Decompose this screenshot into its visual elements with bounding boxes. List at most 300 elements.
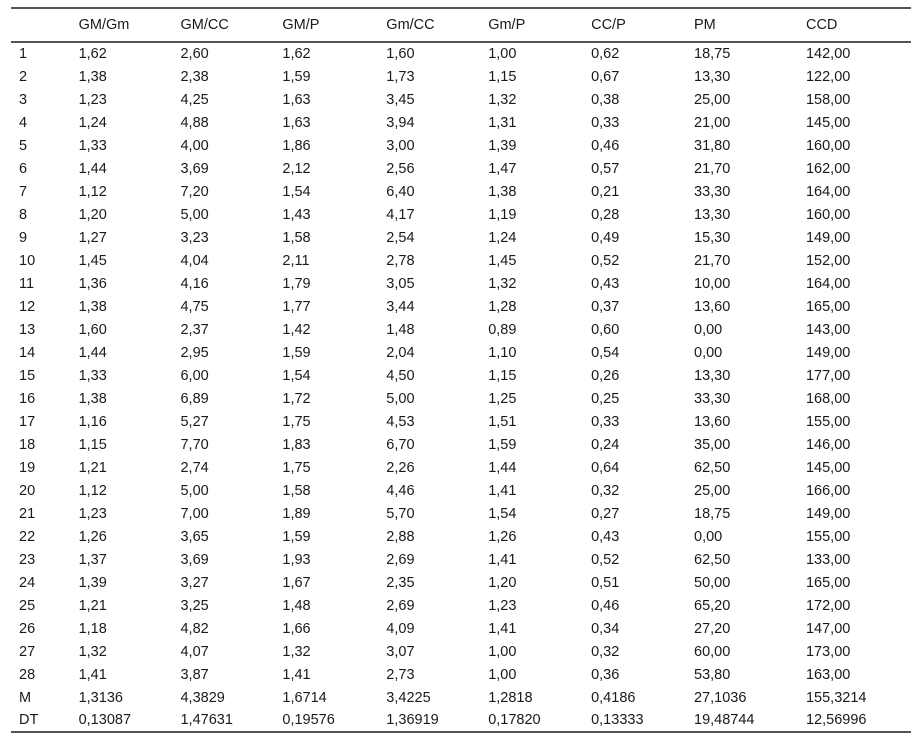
table-cell: 1,93 — [282, 551, 311, 568]
table-cell: 1,27 — [78, 229, 107, 246]
table-body — [11, 42, 911, 732]
table-cell: 4,25 — [180, 91, 209, 108]
table-row — [11, 410, 911, 433]
table-cell: 18,75 — [694, 505, 731, 522]
table-row — [11, 502, 911, 525]
table-cell: 0,62 — [591, 46, 620, 62]
table-cell: 0,52 — [591, 551, 620, 568]
table-cell: 1,38 — [78, 390, 107, 407]
table-cell: 1,20 — [488, 574, 517, 591]
table-cell: 1,19 — [488, 206, 517, 223]
table-cell: 1,66 — [282, 620, 311, 637]
table-cell: 2,12 — [282, 160, 311, 177]
table-cell: 0,17820 — [488, 709, 591, 732]
table-row — [11, 663, 911, 686]
table-cell: 1,62 — [78, 46, 107, 62]
table-cell: 21,70 — [694, 252, 731, 269]
table-cell: 0,13333 — [591, 709, 694, 732]
table-cell: 1,42 — [282, 321, 311, 338]
table-cell: 133,00 — [805, 551, 851, 568]
table-cell: 1,23 — [78, 505, 107, 522]
table-row — [11, 180, 911, 203]
table-cell: 27,20 — [694, 620, 731, 637]
header-cell-pm: PM — [694, 8, 806, 42]
table-cell: 147,00 — [805, 620, 851, 637]
table-row — [11, 249, 911, 272]
table-cell: 3,69 — [180, 551, 209, 568]
table-cell: 155,3214 — [805, 689, 867, 706]
table-cell: 163,00 — [805, 666, 851, 683]
header-cell-gm-p: GM/P — [282, 8, 386, 42]
table-cell: 4,82 — [180, 620, 209, 637]
table-row — [11, 42, 911, 65]
table-cell: 165,00 — [805, 574, 851, 591]
table-cell: 152,00 — [805, 252, 851, 269]
table-row — [11, 617, 911, 640]
row-label-cell: 27 — [19, 643, 36, 660]
row-label-cell: 10 — [19, 252, 36, 269]
table-cell: 164,00 — [805, 183, 851, 200]
table-cell: 3,4225 — [386, 689, 431, 706]
table-row — [11, 88, 911, 111]
table-cell: 164,00 — [805, 275, 851, 292]
row-label-cell: 6 — [19, 160, 28, 177]
table-cell: 4,00 — [180, 137, 209, 154]
table-cell: 27,1036 — [694, 689, 747, 706]
table-cell: 0,89 — [488, 321, 517, 338]
header-cell-gm-p: Gm/P — [488, 8, 591, 42]
row-label-cell: 28 — [19, 666, 36, 683]
table-cell: 4,17 — [386, 206, 415, 223]
table-cell: 1,21 — [78, 597, 107, 614]
table-cell: 1,83 — [282, 436, 311, 453]
table-cell: 6,00 — [180, 367, 209, 384]
table-cell: 2,69 — [386, 597, 415, 614]
table-row — [11, 548, 911, 571]
table-cell: 33,30 — [694, 390, 731, 407]
table-cell: 53,80 — [694, 666, 731, 683]
table-cell: 1,38 — [78, 298, 107, 315]
table-cell: 1,47631 — [180, 709, 282, 732]
table-cell: 0,51 — [591, 574, 620, 591]
table-cell: 0,33 — [591, 114, 620, 131]
row-label-cell: 8 — [19, 206, 28, 223]
table-cell: 160,00 — [805, 137, 851, 154]
table-cell: 1,59 — [488, 436, 517, 453]
table-cell: 12,56996 — [806, 709, 911, 732]
table-cell: 1,44 — [78, 344, 107, 361]
table-row — [11, 272, 911, 295]
row-label-cell: 19 — [19, 459, 36, 476]
table-cell: 155,00 — [805, 413, 851, 430]
table-cell: 1,48 — [282, 597, 311, 614]
table-cell: 1,2818 — [488, 689, 533, 706]
table-cell: 1,32 — [488, 91, 517, 108]
table-cell: 1,00 — [488, 666, 517, 683]
table-cell: 3,23 — [180, 229, 209, 246]
table-cell: 0,33 — [591, 413, 620, 430]
table-cell: 1,38 — [78, 68, 107, 85]
table-cell: 0,52 — [591, 252, 620, 269]
table-cell: 165,00 — [805, 298, 851, 315]
table-cell: 1,26 — [488, 528, 517, 545]
table-cell: 1,54 — [488, 505, 517, 522]
row-label-cell: 25 — [19, 597, 36, 614]
table-cell: 1,32 — [488, 275, 517, 292]
table-row — [11, 571, 911, 594]
table-cell: 31,80 — [694, 137, 731, 154]
table-cell: 1,63 — [282, 114, 311, 131]
table-cell: 0,37 — [591, 298, 620, 315]
table-cell: 1,48 — [386, 321, 415, 338]
table-cell: 177,00 — [805, 367, 851, 384]
table-cell: 3,00 — [386, 137, 415, 154]
table-cell: 5,70 — [386, 505, 415, 522]
table-cell: 1,41 — [78, 666, 107, 683]
table-cell: 1,89 — [282, 505, 311, 522]
table-cell: 0,27 — [591, 505, 620, 522]
table-cell: 3,05 — [386, 275, 415, 292]
row-label-cell: 17 — [19, 413, 36, 430]
table-cell: 4,04 — [180, 252, 209, 269]
table-cell: 2,69 — [386, 551, 415, 568]
table-cell: 0,32 — [591, 482, 620, 499]
table-cell: 0,38 — [591, 91, 620, 108]
table-row — [11, 157, 911, 180]
table-cell: 1,86 — [282, 137, 311, 154]
row-label-cell: 1 — [19, 46, 28, 62]
table-cell: 7,20 — [180, 183, 209, 200]
row-label-cell: 5 — [19, 137, 28, 154]
table-cell: 13,60 — [694, 298, 731, 315]
header-row — [11, 8, 911, 42]
table-cell: 0,36 — [591, 666, 620, 683]
table-cell: 13,60 — [694, 413, 731, 430]
table-cell: 0,43 — [591, 528, 620, 545]
table-cell: 1,15 — [488, 367, 517, 384]
table-cell: 146,00 — [805, 436, 851, 453]
table-cell: 1,32 — [78, 643, 107, 660]
table-cell: 25,00 — [694, 91, 731, 108]
table-cell: 4,07 — [180, 643, 209, 660]
table-row — [11, 433, 911, 456]
table-cell: 2,88 — [386, 528, 415, 545]
row-label-cell: 21 — [19, 505, 36, 522]
table-cell: 2,95 — [180, 344, 209, 361]
table-row — [11, 640, 911, 663]
table-cell: 0,32 — [591, 643, 620, 660]
table-cell: 1,36919 — [386, 709, 488, 732]
row-label-cell: 18 — [19, 436, 36, 453]
table-cell: 2,35 — [386, 574, 415, 591]
table-cell: 1,3136 — [78, 689, 123, 706]
row-label-cell: 14 — [19, 344, 36, 361]
table-cell: 1,75 — [282, 459, 311, 476]
table-cell: 3,94 — [386, 114, 415, 131]
table-cell: 3,69 — [180, 160, 209, 177]
table-row — [11, 111, 911, 134]
table-cell: 2,78 — [386, 252, 415, 269]
row-label-cell: 15 — [19, 367, 36, 384]
table-cell: 3,25 — [180, 597, 209, 614]
table-row — [11, 525, 911, 548]
table-cell: 4,75 — [180, 298, 209, 315]
table-cell: 13,30 — [694, 68, 731, 85]
table-cell: 2,60 — [180, 46, 209, 62]
table-cell: 2,54 — [386, 229, 415, 246]
table-cell: 3,45 — [386, 91, 415, 108]
table-cell: 1,60 — [78, 321, 107, 338]
table-cell: 0,00 — [694, 344, 723, 361]
table-cell: 5,27 — [180, 413, 209, 430]
table-cell: 1,25 — [488, 390, 517, 407]
row-label-cell: 12 — [19, 298, 36, 315]
data-table-container — [11, 7, 911, 733]
table-cell: 2,38 — [180, 68, 209, 85]
table-cell: 1,54 — [282, 367, 311, 384]
table-cell: 1,15 — [78, 436, 107, 453]
table-cell: 1,23 — [78, 91, 107, 108]
table-cell: 1,43 — [282, 206, 311, 223]
table-cell: 143,00 — [805, 321, 851, 338]
table-cell: 1,58 — [282, 229, 311, 246]
table-cell: 1,47 — [488, 160, 517, 177]
row-label-cell: 26 — [19, 620, 36, 637]
table-row — [11, 318, 911, 341]
table-cell: 0,28 — [591, 206, 620, 223]
table-cell: 33,30 — [694, 183, 731, 200]
table-cell: 0,49 — [591, 229, 620, 246]
table-cell: 149,00 — [805, 344, 851, 361]
table-cell: 60,00 — [694, 643, 731, 660]
table-cell: 162,00 — [805, 160, 851, 177]
table-row — [11, 134, 911, 157]
table-cell: 145,00 — [805, 114, 851, 131]
table-cell: 2,11 — [282, 252, 310, 269]
table-row — [11, 203, 911, 226]
table-cell: 15,30 — [694, 229, 731, 246]
table-cell: 1,24 — [78, 114, 107, 131]
table-cell: 1,41 — [282, 666, 311, 683]
table-cell: 0,54 — [591, 344, 620, 361]
data-table — [11, 7, 911, 733]
table-cell: 149,00 — [805, 505, 851, 522]
table-cell: 1,21 — [78, 459, 107, 476]
table-cell: 3,65 — [180, 528, 209, 545]
table-row — [11, 341, 911, 364]
table-cell: 1,62 — [282, 46, 311, 62]
table-cell: 1,59 — [282, 528, 311, 545]
header-cell-gm-cc: Gm/CC — [386, 8, 488, 42]
table-cell: 1,45 — [488, 252, 517, 269]
table-cell: 2,56 — [386, 160, 415, 177]
table-cell: 6,89 — [180, 390, 209, 407]
table-cell: 1,23 — [488, 597, 517, 614]
table-cell: 1,37 — [78, 551, 107, 568]
table-cell: 1,44 — [78, 160, 107, 177]
table-cell: 158,00 — [805, 91, 851, 108]
table-cell: 173,00 — [805, 643, 851, 660]
table-cell: 1,16 — [78, 413, 107, 430]
table-cell: 142,00 — [805, 46, 851, 62]
table-cell: 0,46 — [591, 137, 620, 154]
table-cell: 0,43 — [591, 275, 620, 292]
header-cell-gm-cc: GM/CC — [180, 8, 282, 42]
table-cell: 4,09 — [386, 620, 415, 637]
row-label-cell: 11 — [19, 275, 35, 292]
row-label-cell: 3 — [19, 91, 28, 108]
table-cell: 149,00 — [805, 229, 851, 246]
table-cell: 6,70 — [386, 436, 415, 453]
table-cell: 21,70 — [694, 160, 731, 177]
table-cell: 1,39 — [78, 574, 107, 591]
table-cell: 62,50 — [694, 551, 731, 568]
table-row — [11, 387, 911, 410]
table-cell: 35,00 — [694, 436, 731, 453]
table-cell: 25,00 — [694, 482, 731, 499]
table-cell: 1,79 — [282, 275, 311, 292]
table-cell: 1,60 — [386, 46, 415, 62]
table-cell: 4,50 — [386, 367, 415, 384]
table-cell: 0,19576 — [282, 709, 386, 732]
header-cell-cc-p: CC/P — [591, 8, 694, 42]
header-cell-ccd: CCD — [806, 8, 911, 42]
table-cell: 5,00 — [180, 482, 209, 499]
row-label-cell: 16 — [19, 390, 36, 407]
table-row — [11, 709, 911, 732]
row-label-cell: 4 — [19, 114, 28, 131]
table-cell: 6,40 — [386, 183, 415, 200]
row-label-cell: 20 — [19, 482, 36, 499]
table-cell: 145,00 — [805, 459, 851, 476]
table-cell: 1,00 — [488, 46, 517, 62]
table-cell: 1,15 — [488, 68, 517, 85]
table-cell: 1,72 — [282, 390, 311, 407]
table-cell: 4,3829 — [180, 689, 225, 706]
table-cell: 65,20 — [694, 597, 731, 614]
table-cell: 172,00 — [805, 597, 851, 614]
table-cell: 19,48744 — [694, 709, 806, 732]
table-cell: 122,00 — [805, 68, 851, 85]
table-cell: 13,30 — [694, 367, 731, 384]
table-cell: 1,38 — [488, 183, 517, 200]
table-row — [11, 456, 911, 479]
table-cell: 1,31 — [488, 114, 517, 131]
table-cell: 18,75 — [694, 46, 731, 62]
table-cell: 2,26 — [386, 459, 415, 476]
table-cell: 0,24 — [591, 436, 620, 453]
table-cell: 62,50 — [694, 459, 731, 476]
table-cell: 1,59 — [282, 344, 311, 361]
table-cell: 21,00 — [694, 114, 731, 131]
table-cell: 1,73 — [386, 68, 415, 85]
table-cell: 1,00 — [488, 643, 517, 660]
table-cell: 10,00 — [694, 275, 731, 292]
table-cell: 4,16 — [180, 275, 209, 292]
table-cell: 1,24 — [488, 229, 517, 246]
table-header — [11, 8, 911, 42]
table-cell: 1,45 — [78, 252, 107, 269]
table-cell: 3,27 — [180, 574, 209, 591]
table-cell: 0,34 — [591, 620, 620, 637]
table-cell: 0,25 — [591, 390, 620, 407]
table-cell: 0,00 — [694, 528, 723, 545]
table-cell: 4,46 — [386, 482, 415, 499]
table-cell: 1,75 — [282, 413, 311, 430]
table-cell: 4,53 — [386, 413, 415, 430]
table-cell: 1,33 — [78, 137, 107, 154]
table-cell: 160,00 — [805, 206, 851, 223]
table-row — [11, 594, 911, 617]
table-cell: 1,63 — [282, 91, 311, 108]
table-cell: 1,33 — [78, 367, 107, 384]
table-cell: 0,4186 — [591, 689, 636, 706]
table-cell: 2,74 — [180, 459, 209, 476]
row-label-cell: 24 — [19, 574, 36, 591]
table-row — [11, 364, 911, 387]
table-cell: 1,12 — [78, 482, 107, 499]
table-cell: 50,00 — [694, 574, 731, 591]
table-cell: 0,57 — [591, 160, 620, 177]
table-cell: 0,21 — [591, 183, 620, 200]
table-cell: 1,41 — [488, 482, 517, 499]
table-cell: 1,20 — [78, 206, 107, 223]
row-label-cell: 2 — [19, 68, 28, 85]
table-cell: 0,67 — [591, 68, 620, 85]
table-row — [11, 479, 911, 502]
table-cell: 168,00 — [805, 390, 851, 407]
table-cell: 1,12 — [78, 183, 107, 200]
table-row — [11, 295, 911, 318]
header-cell-gm-gm: GM/Gm — [79, 8, 181, 42]
table-cell: 1,41 — [488, 620, 517, 637]
table-cell: 2,37 — [180, 321, 209, 338]
row-label-cell: M — [19, 689, 32, 706]
row-label-cell: 7 — [19, 183, 28, 200]
table-cell: 2,04 — [386, 344, 415, 361]
table-cell: 1,51 — [488, 413, 517, 430]
table-cell: 3,87 — [180, 666, 209, 683]
table-cell: 0,26 — [591, 367, 620, 384]
table-cell: 1,6714 — [282, 689, 327, 706]
table-cell: 1,67 — [282, 574, 311, 591]
table-row — [11, 65, 911, 88]
table-cell: 2,73 — [386, 666, 415, 683]
row-label-cell: 13 — [19, 321, 36, 338]
table-cell: 3,07 — [386, 643, 415, 660]
header-cell-row-label — [11, 8, 79, 42]
table-cell: 1,44 — [488, 459, 517, 476]
table-cell: 1,39 — [488, 137, 517, 154]
table-cell: 1,32 — [282, 643, 311, 660]
table-cell: 1,41 — [488, 551, 517, 568]
row-label-cell: 23 — [19, 551, 36, 568]
row-label-cell: DT — [11, 709, 79, 732]
table-cell: 7,00 — [180, 505, 209, 522]
table-cell: 1,18 — [78, 620, 107, 637]
table-cell: 5,00 — [180, 206, 209, 223]
table-cell: 13,30 — [694, 206, 731, 223]
table-cell: 166,00 — [805, 482, 851, 499]
table-cell: 4,88 — [180, 114, 209, 131]
table-cell: 3,44 — [386, 298, 415, 315]
row-label-cell: 22 — [19, 528, 36, 545]
table-row — [11, 686, 911, 709]
table-cell: 1,10 — [488, 344, 517, 361]
table-cell: 1,59 — [282, 68, 311, 85]
table-cell: 0,46 — [591, 597, 620, 614]
table-cell: 1,77 — [282, 298, 311, 315]
